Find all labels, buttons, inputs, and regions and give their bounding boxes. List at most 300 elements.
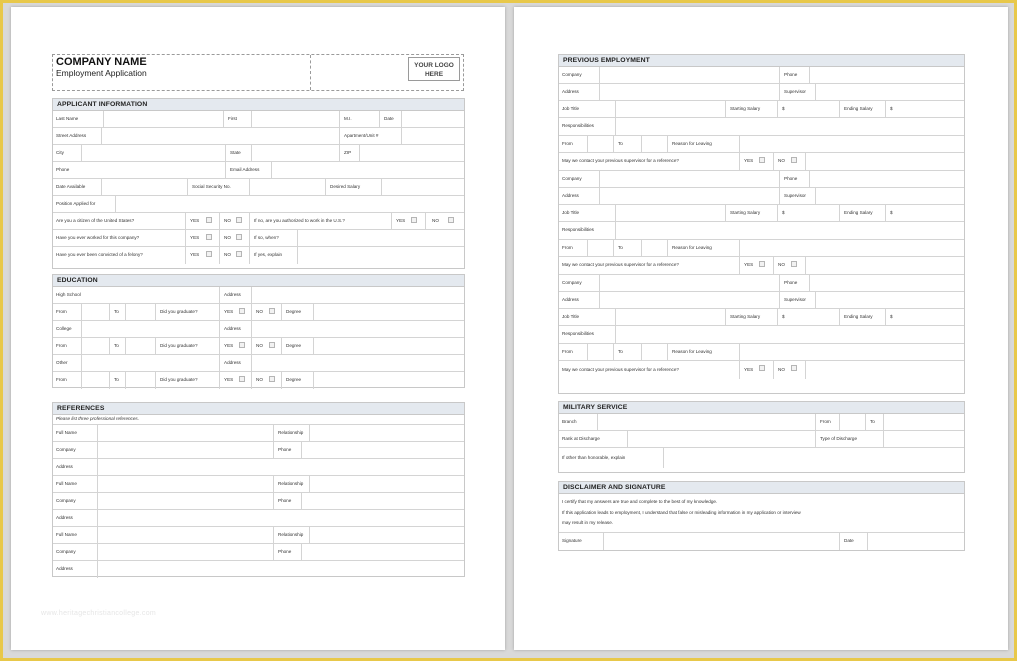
position-row: [53, 196, 464, 213]
worked-no-label: NO: [224, 234, 231, 240]
emp3-job-title-field[interactable]: [615, 309, 725, 325]
ref3-phone-field[interactable]: [301, 544, 465, 560]
date-field[interactable]: [401, 111, 465, 127]
other-dates-row: [53, 372, 464, 389]
emp1-dates-row: [559, 136, 964, 153]
military-section: [558, 401, 965, 473]
hs-degree-field[interactable]: [313, 304, 465, 320]
emp2-responsibilities-field[interactable]: [615, 222, 965, 239]
emp3-address-label: Address: [562, 296, 579, 302]
position-field[interactable]: [115, 196, 465, 212]
college-yes-checkbox[interactable]: [239, 342, 245, 348]
email-field[interactable]: [271, 162, 465, 178]
signature-label: Signature: [562, 538, 582, 544]
other-from-field[interactable]: [81, 372, 109, 389]
emp1-job-title-field[interactable]: [615, 101, 725, 117]
mi-label: M.I.: [344, 115, 352, 121]
company-name: COMPANY NAME: [56, 56, 147, 68]
emp1-reason-field[interactable]: [739, 136, 965, 152]
emp2-no-label: NO: [778, 262, 785, 268]
emp3-address-field[interactable]: [599, 292, 779, 308]
other-yes-checkbox[interactable]: [239, 376, 245, 382]
ref1-address-field[interactable]: [97, 459, 465, 475]
ref3-address-field[interactable]: [97, 561, 465, 578]
page-two: [514, 7, 1008, 650]
disclaimer-section: [558, 481, 965, 551]
phone-field[interactable]: [81, 162, 225, 178]
emp1-address-row: [559, 84, 964, 101]
emp3-supervisor-field[interactable]: [815, 292, 965, 308]
emp1-job-row: [559, 101, 964, 118]
emp3-starting-dollar: $: [782, 313, 785, 319]
emp2-address-field[interactable]: [599, 188, 779, 204]
emp3-contact-row: [559, 361, 964, 379]
rank-label: Rank at Discharge: [562, 435, 600, 441]
last-name-label: Last Name: [56, 115, 79, 121]
emp1-contact-row: [559, 153, 964, 171]
ref3-relationship-label: Relationship: [278, 531, 304, 537]
emp2-ending-dollar: $: [890, 209, 893, 215]
college-no-checkbox[interactable]: [269, 342, 275, 348]
military-from-label: From: [820, 418, 831, 424]
emp1-supervisor-label: Supervisor: [784, 88, 806, 94]
felony-yes-checkbox[interactable]: [206, 251, 212, 257]
city-row: [53, 145, 464, 162]
emp1-to-label: To: [618, 140, 623, 146]
emp2-contact-row: [559, 257, 964, 275]
emp3-from-field[interactable]: [587, 344, 613, 360]
college-to-label: To: [114, 342, 119, 348]
education-title: EDUCATION: [53, 275, 464, 287]
logo-line-2: HERE: [424, 71, 444, 78]
branch-label: Branch: [562, 418, 577, 424]
emp3-company-label: Company: [562, 279, 582, 285]
disclaimer-line-1: I certify that my answers are true and complete to the best of my knowledge.: [562, 498, 718, 504]
authorized-no-checkbox[interactable]: [448, 217, 454, 223]
emp2-yes-label: YES: [744, 262, 754, 268]
page-one: [11, 7, 505, 650]
emp1-responsibilities-label: Responsibilities: [562, 123, 594, 129]
ref2-phone-label: Phone: [278, 497, 292, 503]
last-name-field[interactable]: [103, 111, 223, 127]
college-no-label: NO: [256, 342, 263, 348]
ssn-label: Social Security No.: [192, 183, 231, 189]
discharge-type-field[interactable]: [883, 431, 965, 447]
emp2-contact-question: May we contact your previous supervisor for a reference?: [562, 262, 679, 268]
position-label: Position Applied for: [56, 200, 96, 206]
college-graduate-question: Did you graduate?: [160, 342, 198, 348]
disclaimer-line-3: may result in my release.: [562, 519, 614, 525]
ref3-name-field[interactable]: [97, 527, 273, 543]
ref1-name-field[interactable]: [97, 425, 273, 441]
references-note-row: [53, 415, 464, 425]
emp3-dates-row: [559, 344, 964, 361]
authorized-yes-checkbox[interactable]: [411, 217, 417, 223]
emp2-job-title-label: Job Title: [562, 209, 580, 215]
citizen-no-checkbox[interactable]: [236, 217, 242, 223]
signature-row: [559, 533, 964, 550]
ref1-address-label: Address: [56, 463, 73, 469]
felony-row: [53, 247, 464, 264]
worked-row: [53, 230, 464, 247]
city-field[interactable]: [81, 145, 225, 161]
authorized-question: If no, are you authorized to work in the U.S.?: [254, 217, 345, 223]
emp1-ending-dollar: $: [890, 105, 893, 111]
ref2-address-field[interactable]: [97, 510, 465, 526]
other-from-label: From: [56, 377, 67, 383]
emp3-yes-checkbox[interactable]: [759, 365, 765, 371]
college-degree-field[interactable]: [313, 338, 465, 354]
ref2-company-field[interactable]: [97, 493, 273, 509]
signature-field[interactable]: [603, 533, 839, 550]
ref3-phone-label: Phone: [278, 548, 292, 554]
citizen-row: [53, 213, 464, 230]
emp3-reason-label: Reason for Leaving: [672, 348, 712, 354]
emp2-address-row: [559, 188, 964, 205]
college-label: College: [56, 325, 72, 331]
hs-address-field[interactable]: [251, 287, 465, 303]
ref2-address-label: Address: [56, 514, 73, 520]
hs-no-checkbox[interactable]: [269, 308, 275, 314]
zip-label: ZIP: [344, 149, 352, 155]
emp3-supervisor-label: Supervisor: [784, 296, 806, 302]
emp3-contact-question: May we contact your previous supervisor for a reference?: [562, 366, 679, 372]
other-to-field[interactable]: [125, 372, 155, 389]
emp2-responsibilities-label: Responsibilities: [562, 227, 594, 233]
emp2-yes-checkbox[interactable]: [759, 261, 765, 267]
ref1-company-label: Company: [56, 446, 76, 452]
other-row: [53, 355, 464, 372]
emp1-no-checkbox[interactable]: [791, 157, 797, 163]
rank-field[interactable]: [627, 431, 815, 447]
branch-row: [559, 414, 964, 431]
ref1-address-row: [53, 459, 464, 476]
other-no-checkbox[interactable]: [269, 376, 275, 382]
emp2-dates-row: [559, 240, 964, 257]
emp2-job-row: [559, 205, 964, 222]
emp2-from-field[interactable]: [587, 240, 613, 256]
ref1-relationship-label: Relationship: [278, 429, 304, 435]
ref3-name-row: [53, 527, 464, 544]
logo-line-1: YOUR LOGO: [414, 62, 454, 69]
college-yes-label: YES: [224, 342, 234, 348]
ref3-relationship-field[interactable]: [309, 527, 465, 543]
college-from-label: From: [56, 342, 67, 348]
emp3-responsibilities-field[interactable]: [615, 326, 965, 343]
emp2-to-label: To: [618, 244, 623, 250]
ref3-name-label: Full Name: [56, 531, 77, 537]
explain-question: If yes, explain: [254, 252, 283, 258]
emp1-yes-checkbox[interactable]: [759, 157, 765, 163]
city-label: City: [56, 149, 64, 155]
hs-no-label: NO: [256, 308, 263, 314]
emp3-yes-label: YES: [744, 366, 754, 372]
ssn-field[interactable]: [249, 179, 325, 195]
explain-field[interactable]: [297, 247, 465, 264]
ref1-phone-label: Phone: [278, 446, 292, 452]
other-field[interactable]: [81, 355, 219, 371]
emp2-address-label: Address: [562, 192, 579, 198]
ref2-phone-field[interactable]: [301, 493, 465, 509]
applicant-title: APPLICANT INFORMATION: [53, 99, 464, 111]
military-title: MILITARY SERVICE: [559, 402, 964, 414]
ref2-company-label: Company: [56, 497, 76, 503]
college-field[interactable]: [81, 321, 219, 337]
hs-address-label: Address: [224, 291, 241, 297]
street-label: Street Address: [56, 132, 87, 138]
emp2-ending-salary-label: Ending Salary: [844, 209, 873, 215]
references-note: Please list three professional references.: [56, 416, 139, 422]
employment-section: [558, 54, 965, 394]
high-school-row: [53, 287, 464, 304]
ref2-relationship-field[interactable]: [309, 476, 465, 492]
emp3-ending-salary-field[interactable]: [897, 309, 965, 325]
hs-to-field[interactable]: [125, 304, 155, 320]
high-school-label: High School: [56, 291, 81, 297]
apt-field[interactable]: [401, 128, 465, 144]
ref3-company-field[interactable]: [97, 544, 273, 560]
emp2-to-field[interactable]: [641, 240, 667, 256]
hs-from-field[interactable]: [81, 304, 109, 320]
name-row: [53, 111, 464, 128]
emp1-to-field[interactable]: [641, 136, 667, 152]
ref1-relationship-field[interactable]: [309, 425, 465, 441]
emp3-starting-salary-field[interactable]: [789, 309, 839, 325]
emp2-no-checkbox[interactable]: [791, 261, 797, 267]
education-section: [52, 274, 465, 388]
emp2-job-title-field[interactable]: [615, 205, 725, 221]
emp3-to-label: To: [618, 348, 623, 354]
hs-yes-checkbox[interactable]: [239, 308, 245, 314]
ref2-name-row: [53, 476, 464, 493]
emp3-to-field[interactable]: [641, 344, 667, 360]
street-field[interactable]: [101, 128, 337, 144]
emp2-phone-field[interactable]: [809, 171, 965, 187]
emp2-company-row: [559, 171, 964, 188]
employment-blocks: [559, 67, 964, 379]
emp1-responsibilities-field[interactable]: [615, 118, 965, 135]
other-degree-label: Degree: [286, 377, 302, 383]
citizen-no-label: NO: [224, 217, 231, 223]
emp2-reason-field[interactable]: [739, 240, 965, 256]
authorized-no-label: NO: [432, 217, 439, 223]
emp1-no-label: NO: [778, 158, 785, 164]
worked-no-checkbox[interactable]: [236, 234, 242, 240]
when-field[interactable]: [297, 230, 465, 246]
disclaimer-line-2: If this application leads to employment, I understand that false or misleading information in my application or interview: [562, 509, 801, 515]
worked-yes-checkbox[interactable]: [206, 234, 212, 240]
phone-row: [53, 162, 464, 179]
ref1-company-row: [53, 442, 464, 459]
desired-salary-field[interactable]: [381, 179, 465, 195]
citizen-yes-checkbox[interactable]: [206, 217, 212, 223]
emp2-phone-label: Phone: [784, 175, 798, 181]
emp3-from-label: From: [562, 348, 573, 354]
college-dates-row: [53, 338, 464, 355]
other-yes-label: YES: [224, 377, 234, 383]
other-to-label: To: [114, 377, 119, 383]
other-address-label: Address: [224, 359, 241, 365]
other-degree-field[interactable]: [313, 372, 465, 389]
ref2-name-field[interactable]: [97, 476, 273, 492]
citizen-question: Are you a citizen of the United States?: [56, 217, 135, 223]
emp2-company-field[interactable]: [599, 171, 779, 187]
other-label: Other: [56, 359, 68, 365]
emp2-supervisor-label: Supervisor: [784, 192, 806, 198]
other-no-label: NO: [256, 377, 263, 383]
signature-date-field[interactable]: [867, 533, 965, 550]
hs-from-label: From: [56, 308, 67, 314]
felony-yes-label: YES: [190, 252, 200, 258]
emp2-starting-salary-label: Starting Salary: [730, 209, 761, 215]
emp3-ending-dollar: $: [890, 313, 893, 319]
college-degree-label: Degree: [286, 342, 302, 348]
emp1-company-field[interactable]: [599, 67, 779, 83]
date-available-label: Date Available: [56, 183, 86, 189]
emp3-responsibilities-label: Responsibilities: [562, 331, 594, 337]
emp1-job-title-label: Job Title: [562, 105, 580, 111]
date-available-field[interactable]: [101, 179, 187, 195]
explain-row: [559, 448, 964, 468]
emp1-reason-label: Reason for Leaving: [672, 140, 712, 146]
military-explain-field[interactable]: [663, 448, 965, 468]
watermark: www.heritagechristiancollege.com: [41, 610, 157, 617]
ref2-company-row: [53, 493, 464, 510]
felony-no-checkbox[interactable]: [236, 251, 242, 257]
apt-label: Apartment/Unit #: [344, 132, 379, 138]
high-school-field[interactable]: [93, 287, 219, 303]
emp1-from-label: From: [562, 140, 573, 146]
military-to-field[interactable]: [883, 414, 965, 430]
applicant-section: [52, 98, 465, 269]
state-field[interactable]: [251, 145, 339, 161]
emp1-from-field[interactable]: [587, 136, 613, 152]
authorized-yes-label: YES: [396, 217, 406, 223]
emp3-ending-salary-label: Ending Salary: [844, 313, 873, 319]
emp1-starting-dollar: $: [782, 105, 785, 111]
emp2-ending-salary-field[interactable]: [897, 205, 965, 221]
disclaimer-text: [559, 494, 964, 533]
hs-degree-label: Degree: [286, 308, 302, 314]
logo-placeholder: [408, 57, 460, 81]
emp1-ending-salary-label: Ending Salary: [844, 105, 873, 111]
emp1-company-label: Company: [562, 71, 582, 77]
emp3-job-title-label: Job Title: [562, 313, 580, 319]
emp3-responsibilities-row: [559, 326, 964, 344]
emp2-starting-dollar: $: [782, 209, 785, 215]
college-address-label: Address: [224, 325, 241, 331]
emp1-address-label: Address: [562, 88, 579, 94]
other-address-field[interactable]: [251, 355, 465, 371]
college-from-field[interactable]: [81, 338, 109, 354]
emp1-starting-salary-field[interactable]: [789, 101, 839, 117]
emp2-starting-salary-field[interactable]: [789, 205, 839, 221]
emp3-company-row: [559, 275, 964, 292]
emp2-from-label: From: [562, 244, 573, 250]
references-title: REFERENCES: [53, 403, 464, 415]
ref1-company-field[interactable]: [97, 442, 273, 458]
branch-field[interactable]: [597, 414, 815, 430]
hs-yes-label: YES: [224, 308, 234, 314]
worked-yes-label: YES: [190, 234, 200, 240]
company-subtitle: Employment Application: [56, 68, 147, 78]
other-graduate-question: Did you graduate?: [160, 377, 198, 383]
ref1-phone-field[interactable]: [301, 442, 465, 458]
signature-date-label: Date: [844, 538, 854, 544]
felony-question: Have you ever been convicted of a felony?: [56, 252, 143, 258]
first-label: First: [228, 115, 237, 121]
ref1-name-label: Full Name: [56, 429, 77, 435]
college-row: [53, 321, 464, 338]
availability-row: [53, 179, 464, 196]
hs-dates-row: [53, 304, 464, 321]
ref3-company-label: Company: [56, 548, 76, 554]
references-section: [52, 402, 465, 577]
ref2-address-row: [53, 510, 464, 527]
phone-label: Phone: [56, 166, 70, 172]
ref2-relationship-label: Relationship: [278, 480, 304, 486]
emp1-supervisor-field[interactable]: [815, 84, 965, 100]
military-explain-label: If other than honorable, explain: [562, 454, 626, 460]
emp2-company-label: Company: [562, 175, 582, 181]
emp1-phone-label: Phone: [784, 71, 798, 77]
emp1-yes-label: YES: [744, 158, 754, 164]
street-row: [53, 128, 464, 145]
email-label: Email Address: [230, 166, 260, 172]
emp1-phone-field[interactable]: [809, 67, 965, 83]
zip-field[interactable]: [359, 145, 465, 161]
college-to-field[interactable]: [125, 338, 155, 354]
emp3-company-field[interactable]: [599, 275, 779, 291]
first-field[interactable]: [251, 111, 339, 127]
emp2-responsibilities-row: [559, 222, 964, 240]
ref2-name-label: Full Name: [56, 480, 77, 486]
disclaimer-title: DISCLAIMER AND SIGNATURE: [559, 482, 964, 494]
rank-row: [559, 431, 964, 448]
felony-no-label: NO: [224, 252, 231, 258]
ref3-address-label: Address: [56, 566, 73, 572]
emp1-ending-salary-field[interactable]: [897, 101, 965, 117]
emp3-no-checkbox[interactable]: [791, 365, 797, 371]
discharge-type-label: Type of Discharge: [820, 435, 858, 441]
emp1-responsibilities-row: [559, 118, 964, 136]
military-from-field[interactable]: [839, 414, 865, 430]
emp3-reason-field[interactable]: [739, 344, 965, 360]
when-question: If so, when?: [254, 234, 279, 240]
emp3-job-row: [559, 309, 964, 326]
emp3-address-row: [559, 292, 964, 309]
emp1-address-field[interactable]: [599, 84, 779, 100]
worked-question: Have you ever worked for this company?: [56, 234, 140, 240]
military-to-label: To: [870, 418, 875, 424]
hs-to-label: To: [114, 308, 119, 314]
ref1-name-row: [53, 425, 464, 442]
hs-graduate-question: Did you graduate?: [160, 308, 198, 314]
citizen-yes-label: YES: [190, 217, 200, 223]
emp2-reason-label: Reason for Leaving: [672, 244, 712, 250]
ref3-address-row: [53, 561, 464, 578]
emp1-contact-question: May we contact your previous supervisor for a reference?: [562, 158, 679, 164]
emp3-phone-field[interactable]: [809, 275, 965, 291]
emp2-supervisor-field[interactable]: [815, 188, 965, 204]
ref3-company-row: [53, 544, 464, 561]
emp3-no-label: NO: [778, 366, 785, 372]
employment-title: PREVIOUS EMPLOYMENT: [559, 55, 964, 67]
date-label: Date: [384, 115, 394, 121]
college-address-field[interactable]: [251, 321, 465, 337]
state-label: State: [230, 149, 241, 155]
emp3-starting-salary-label: Starting Salary: [730, 313, 761, 319]
